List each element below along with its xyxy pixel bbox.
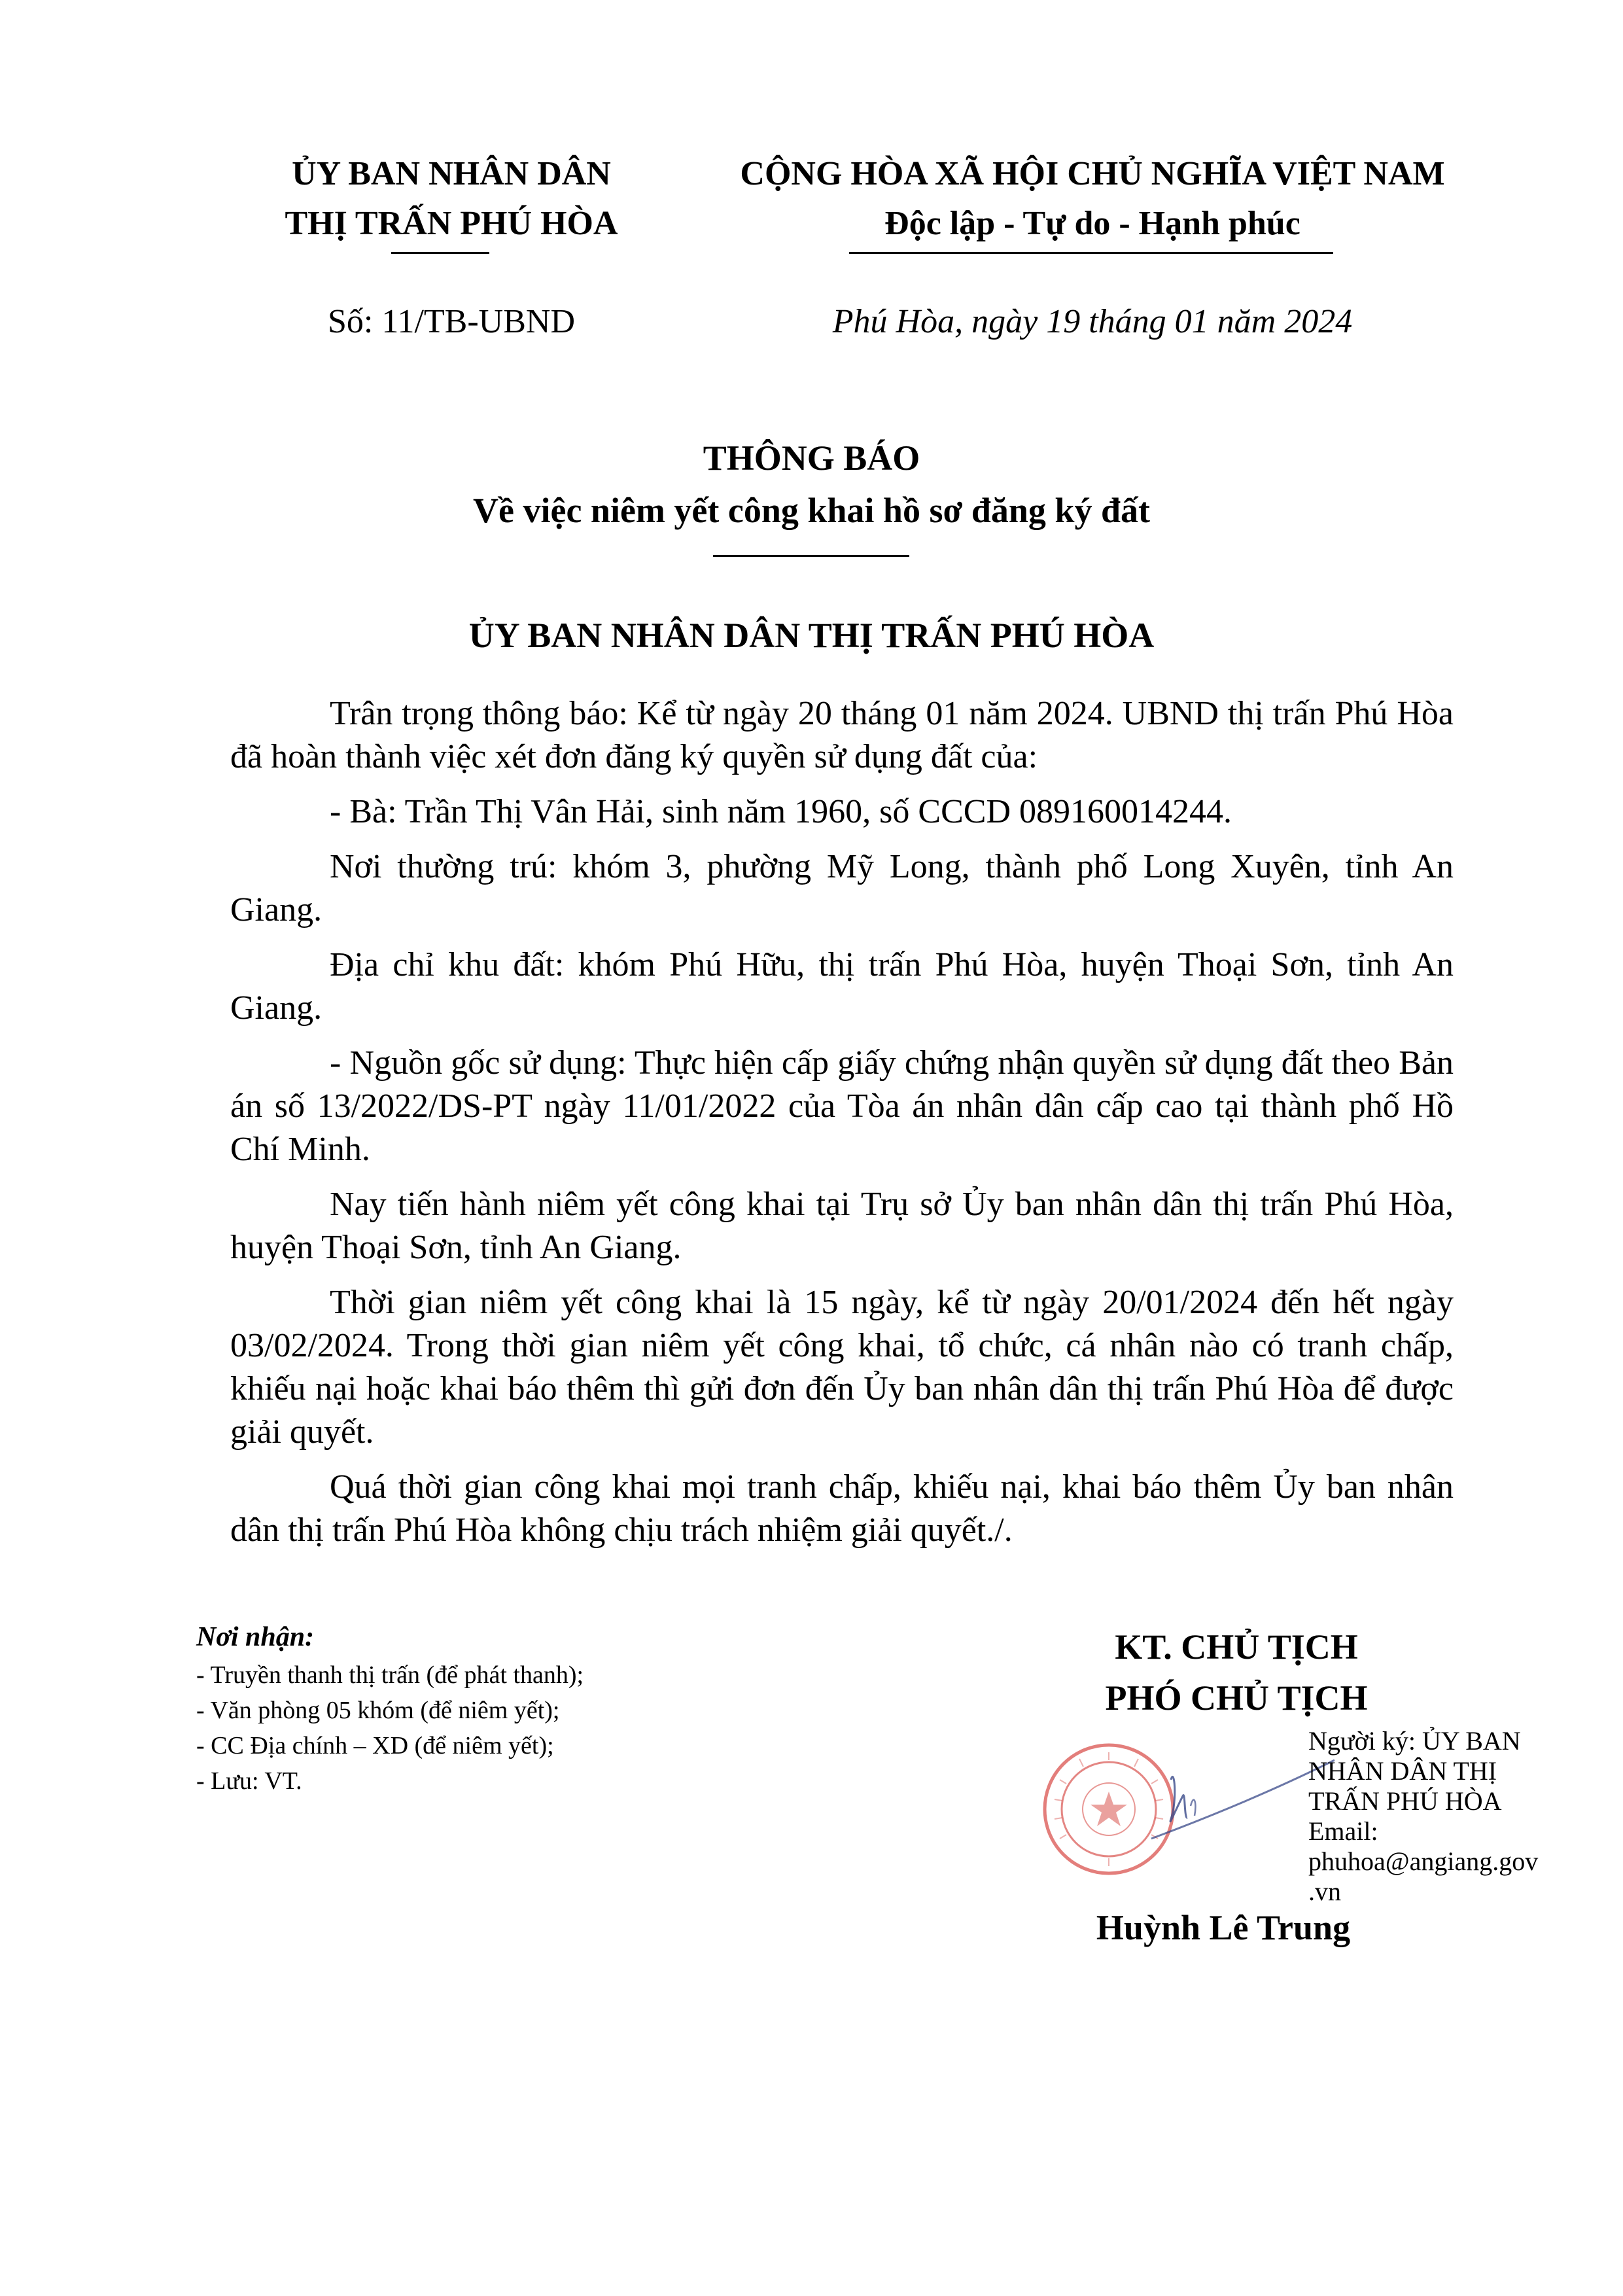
body-paragraph: Trân trọng thông báo: Kể từ ngày 20 tháng 01 năm 2024. UBND thị trấn Phú Hòa đã hoàn thành việc xét đơn đăng ký quyền sử dụng đất của:: [230, 695, 1454, 775]
recipients-block: [196, 1619, 785, 1799]
body-paragraph: Nay tiến hành niêm yết công khai tại Trụ sở Ủy ban nhân dân thị trấn Phú Hòa, huyện Thoại Sơn, tỉnh An Giang.: [230, 1186, 1454, 1266]
recipients-title: Nơi nhận:: [196, 1622, 315, 1652]
agency-line-2: THỊ TRẤN PHÚ HÒA: [285, 205, 618, 242]
document-body: [230, 692, 1454, 1564]
role-line-2: PHÓ CHỦ TỊCH: [1105, 1678, 1368, 1718]
title-underline: [713, 555, 909, 557]
signer-email-suffix: .vn: [1308, 1877, 1341, 1906]
agency-header: [216, 149, 687, 249]
agency-underline: [391, 252, 489, 254]
nation-line-1: CỘNG HÒA XÃ HỘI CHỦ NGHĨA VIỆT NAM: [740, 155, 1445, 192]
title-heading: THÔNG BÁO: [703, 438, 920, 478]
document-number: Số: 11/TB-UBND: [328, 303, 575, 340]
nation-line-2: Độc lập - Tự do - Hạnh phúc: [884, 205, 1300, 242]
motto-underline: [849, 252, 1333, 254]
signer-info-line: NHÂN DÂN THỊ: [1308, 1756, 1497, 1786]
place-date: Phú Hòa, ngày 19 tháng 01 năm 2024: [832, 303, 1353, 340]
signer-info-line: TRẤN PHÚ HÒA: [1308, 1786, 1502, 1816]
recipient-item: - Lưu: VT.: [196, 1767, 302, 1795]
body-paragraph: - Bà: Trần Thị Vân Hải, sinh năm 1960, số CCCD 089160014244.: [330, 793, 1232, 830]
body-paragraph: Nơi thường trú: khóm 3, phường Mỹ Long, thành phố Long Xuyên, tỉnh An Giang.: [230, 848, 1454, 928]
signer-email: phuhoa@angiang.gov: [1308, 1846, 1539, 1876]
digital-signature-info: [1308, 1726, 1583, 1907]
signer-name: Huỳnh Lê Trung: [1096, 1908, 1351, 1947]
recipient-item: - Truyền thanh thị trấn (để phát thanh);: [196, 1661, 584, 1689]
body-paragraph: - Nguồn gốc sử dụng: Thực hiện cấp giấy chứng nhận quyền sử dụng đất theo Bản án số 13/2022/DS-PT ngày 11/01/2022 của Tòa án nhân dân cấp cao tại thành phố Hồ Chí Minh.: [230, 1044, 1454, 1168]
body-paragraph: Địa chỉ khu đất: khóm Phú Hữu, thị trấn Phú Hòa, huyện Thoại Sơn, tỉnh An Giang.: [230, 946, 1454, 1027]
document-title: [0, 432, 1623, 537]
recipient-item: - CC Địa chính – XD (để niêm yết);: [196, 1732, 554, 1759]
national-header: [693, 149, 1492, 249]
signer-info-line: Email:: [1308, 1816, 1378, 1846]
handwritten-signature: [1073, 1740, 1348, 1884]
recipient-item: - Văn phòng 05 khóm (để niêm yết);: [196, 1697, 560, 1724]
signer-info-line: Người ký: ỦY BAN: [1308, 1726, 1521, 1756]
body-paragraph: Thời gian niêm yết công khai là 15 ngày, kể từ ngày 20/01/2024 đến hết ngày 03/02/2024. Trong thời gian niêm yết công khai, tổ chức, cá nhân nào có tranh chấp, khiếu nại hoặc khai báo thêm thì gửi đơn đến Ủy ban nhân dân thị trấn Phú Hòa để được giải quyết.: [230, 1284, 1454, 1451]
title-subject: Về việc niêm yết công khai hồ sơ đăng ký đất: [473, 491, 1150, 530]
body-paragraph: Quá thời gian công khai mọi tranh chấp, khiếu nại, khai báo thêm Ủy ban nhân dân thị trấn Phú Hòa không chịu trách nhiệm giải quyết./.: [230, 1468, 1454, 1549]
agency-line-1: ỦY BAN NHÂN DÂN: [292, 155, 611, 192]
signature-role: [1007, 1621, 1465, 1723]
role-line-1: KT. CHỦ TỊCH: [1115, 1627, 1358, 1667]
issuer-heading: ỦY BAN NHÂN DÂN THỊ TRẤN PHÚ HÒA: [468, 616, 1155, 655]
